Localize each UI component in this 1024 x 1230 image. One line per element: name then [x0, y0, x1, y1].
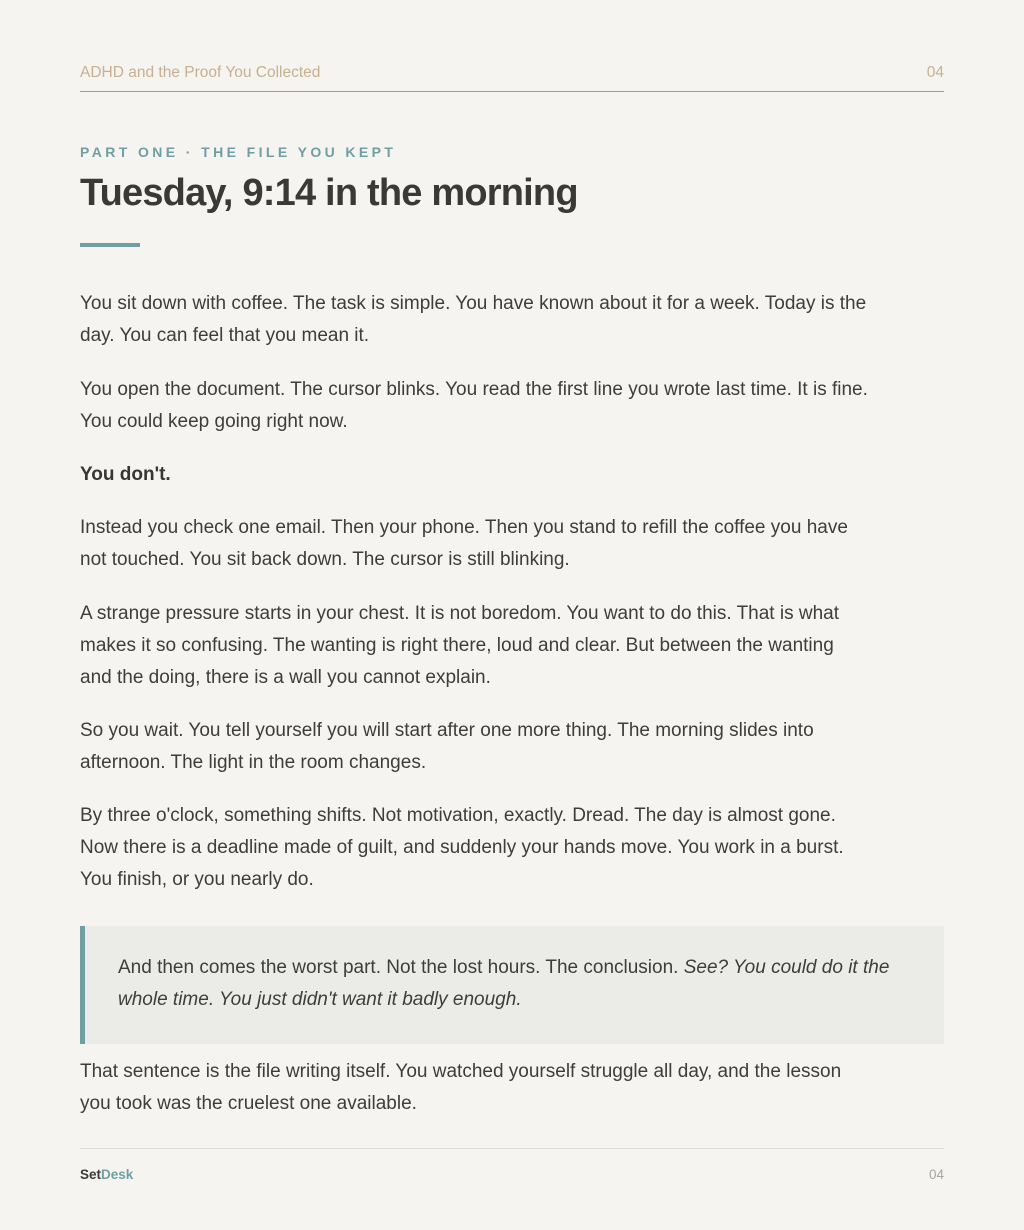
paragraph: A strange pressure starts in your chest. It is not boredom. You want to do this. That is what makes it so confusing. The wanting is right there, loud and clear. But between the wanting and the doing, there is a wall you cannot explain.: [80, 603, 839, 688]
footer-divider: [80, 1148, 944, 1149]
brand-part-1: Set: [80, 1167, 102, 1182]
callout-emphasis: See? You could do it the whole time. You just didn't want it badly enough.: [118, 957, 890, 1010]
chapter-title: Tuesday, 9:14 in the morning: [80, 172, 578, 214]
brand-part-2: Desk: [101, 1167, 134, 1182]
running-title: ADHD and the Proof You Collected: [80, 64, 321, 81]
paragraph: So you wait. You tell yourself you will start after one more thing. The morning slides into afternoon. The light in the room changes.: [80, 720, 814, 773]
running-header: [80, 64, 944, 92]
callout-lead: And then comes the worst part. Not the lost hours. The conclusion.: [118, 957, 684, 978]
header-page-number: 04: [926, 64, 944, 81]
callout-quote: [80, 926, 944, 1044]
footer-page-number: 04: [928, 1167, 944, 1182]
page: [80, 0, 944, 1230]
brand-logo: [80, 1167, 133, 1182]
title-underline: [80, 243, 140, 247]
closing-paragraph: That sentence is the file writing itself. You watched yourself struggle all day, and the lesson you took was the cruelest one available.: [80, 1061, 842, 1114]
callout-text: [118, 952, 918, 1016]
paragraph: By three o'clock, something shifts. Not motivation, exactly. Dread. The day is almost gone. Now there is a deadline made of guilt, and suddenly your hands move. You work in a burst. You finish, or you nearly do.: [80, 805, 844, 890]
paragraph: Instead you check one email. Then your phone. Then you stand to refill the coffee you have not touched. You sit back down. The cursor is still blinking.: [80, 517, 848, 570]
emphasis-paragraph: You don't.: [80, 464, 171, 485]
section-eyebrow: PART ONE · THE FILE YOU KEPT: [80, 144, 397, 160]
paragraph: You sit down with coffee. The task is simple. You have known about it for a week. Today is the day. You can feel that you mean it.: [80, 293, 867, 346]
paragraph: You open the document. The cursor blinks. You read the first line you wrote last time. It is fine. You could keep going right now.: [80, 379, 868, 432]
